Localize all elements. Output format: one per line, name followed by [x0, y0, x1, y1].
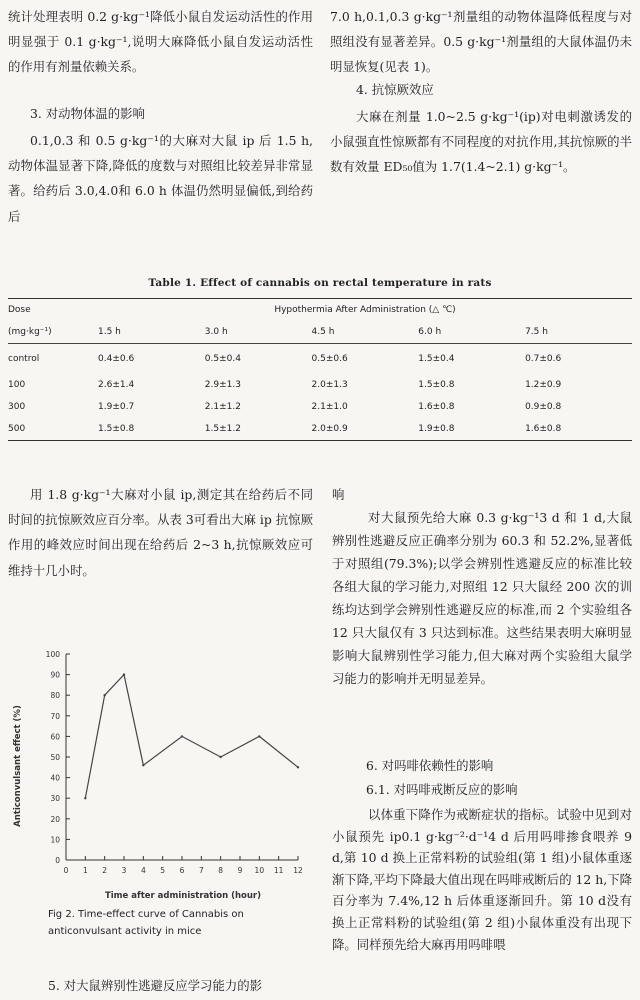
table-cell: 1.6±0.8 [418, 402, 455, 412]
table-cell: 0.4±0.6 [98, 354, 135, 364]
x-tick-label: 10 [254, 866, 265, 875]
y-tick-label: 30 [50, 794, 60, 804]
table-cell: 1.6±0.8 [525, 418, 632, 441]
y-tick-label: 90 [50, 670, 60, 680]
body-paragraph: 7.0 h,0.1,0.3 g·kg⁻¹剂量组的动物体温降低程度与对照组没有显著差异。0.5 g·kg⁻¹剂量组的大鼠体温仍未明显恢复(见表 1)。 [330, 9, 632, 75]
table-cell: 0.5±0.4 [204, 354, 241, 364]
table-cell: 2.6±1.4 [98, 380, 135, 390]
data-point [181, 735, 183, 737]
x-tick-label: 5 [160, 866, 166, 875]
data-point [219, 756, 221, 758]
time-header: 6.0 h [418, 321, 525, 344]
table-cell: 2.9±1.3 [204, 380, 241, 390]
body-text-continuation: 响 [332, 487, 345, 502]
line-chart [8, 640, 318, 902]
data-point [123, 673, 125, 675]
table-row [8, 418, 632, 441]
section-heading: 3. 对动物体温的影响 [30, 106, 145, 121]
x-tick-label: 3 [121, 866, 127, 875]
x-tick-label: 11 [273, 866, 284, 875]
x-tick-label: 0 [63, 866, 69, 875]
y-tick-label: 80 [50, 691, 60, 701]
table-cell: 1.5±1.2 [205, 418, 312, 441]
y-tick-label: 10 [50, 835, 60, 845]
data-point [258, 735, 260, 737]
section-heading: 4. 抗惊厥效应 [356, 82, 434, 97]
x-tick-label: 8 [218, 866, 224, 875]
series-line [85, 675, 298, 799]
x-tick-label: 7 [198, 866, 204, 875]
time-header: 7.5 h [525, 321, 632, 344]
table-cell: 0.9±0.8 [525, 402, 562, 412]
dose-header: Dose [8, 299, 98, 322]
data-point [103, 694, 105, 696]
x-tick-label: 2 [102, 866, 108, 875]
table-cell: 1.2±0.9 [525, 380, 562, 390]
x-axis-label: Time after administration (hour) [104, 891, 262, 901]
table-row [8, 396, 632, 418]
table-cell: 1.9±0.8 [418, 418, 525, 441]
body-paragraph: 大麻在剂量 1.0~2.5 g·kg⁻¹(ip)对电刺激诱发的小鼠强直性惊厥都有不同程度的对抗作用,其抗惊厥的半数有效量 ED₅₀值为 1.7(1.4~2.1) g·kg⁻¹。 [330, 109, 632, 175]
span-header: Hypothermia After Administration (△ ℃) [98, 299, 632, 322]
section-heading: 5. 对大鼠辨别性逃避反应学习能力的影 [48, 978, 263, 993]
table-cell: 1.5±0.8 [418, 380, 455, 390]
x-tick-label: 4 [140, 866, 146, 875]
table-cell: 0.5±0.6 [311, 354, 348, 364]
y-tick-label: 20 [50, 814, 60, 824]
table-title: Table 1. Effect of cannabis on rectal temperature in rats [148, 277, 492, 289]
dose-cell: 300 [8, 402, 26, 412]
table-cell: 1.5±0.4 [418, 354, 455, 364]
x-tick-label: 12 [293, 866, 303, 875]
time-header: 3.0 h [205, 321, 312, 344]
table-cell: 2.1±1.0 [311, 402, 348, 412]
table-cell: 2.0±1.3 [311, 380, 348, 390]
dose-cell: 100 [8, 380, 26, 390]
time-header: 1.5 h [98, 321, 205, 344]
body-paragraph: 0.1,0.3 和 0.5 g·kg⁻¹的大麻对大鼠 ip 后 1.5 h,动物体温显著下降,降低的度数与对照组比较差异非常显著。给药后 3.0,4.0和 6.0 h 体温仍然明显偏低,到给药后 [8, 133, 313, 224]
table-cell: 0.7±0.6 [525, 354, 562, 364]
time-header: 4.5 h [312, 321, 419, 344]
y-tick-label: 40 [50, 773, 60, 783]
y-tick-label: 100 [45, 650, 60, 659]
data-point [297, 766, 299, 768]
figure-caption: Fig 2. Time-effect curve of Cannabis on anticonvulsant activity in mice [48, 909, 244, 937]
section-heading: 6. 对吗啡依赖性的影响 [366, 758, 494, 773]
y-tick-label: 70 [50, 711, 60, 721]
y-tick-label: 50 [50, 753, 60, 762]
table-cell: 1.9±0.7 [98, 402, 135, 412]
y-axis-label: Anticonvulsant effect (%) [13, 705, 23, 827]
body-paragraph: 用 1.8 g·kg⁻¹大麻对小鼠 ip,测定其在给药后不同时间的抗惊厥效应百分率。从表 3可看出大麻 ip 抗惊厥作用的峰效应时间出现在给药后 2~3 h,抗惊厥效应可维持十几小时。 [8, 487, 313, 578]
dose-cell: 500 [8, 418, 98, 441]
body-paragraph: 以体重下降作为戒断症状的指标。试验中见到对小鼠预先 ip0.1 g·kg⁻²·d⁻¹4 d 后用吗啡掺食喂养 9 d,第 10 d 换上正常料粉的试验组(第 1 组)小鼠体重逐渐下降,平均下降最大值出现在吗啡戒断后的 12 h,下降百分率为 7.4%,12 h 后体重逐渐回升。第 10 d没有换上正常料粉的试验组(第 2 组)小鼠体重没有出现下降。同样预先给大麻再用吗啡喂 [332, 807, 632, 952]
y-tick-label: 60 [50, 732, 60, 742]
section-heading: 6.1. 对吗啡戒断反应的影响 [366, 782, 518, 797]
table-cell: 2.0±0.9 [312, 418, 419, 441]
data-table [8, 298, 632, 441]
table-row [8, 374, 632, 396]
table-cell: 1.5±0.8 [98, 418, 205, 441]
body-paragraph: 对大鼠预先给大麻 0.3 g·kg⁻¹3 d 和 1 d,大鼠辨别性逃避反应正确率分别为 60.3 和 52.2%,显著低于对照组(79.3%);以学会辨别性逃避反应的标准比较各组大鼠的学习能力,对照组 12 只大鼠经 200 次的训练均达到学会辨别性逃避反应的标准,而 2 个实验组各 12 只大鼠仅有 3 只达到标准。这些结果表明大麻明显影响大鼠辨别性学习能力,但大麻对两个实验组大鼠学习能力的影响并无明显差异。 [332, 510, 632, 686]
x-tick-label: 1 [82, 866, 88, 875]
data-point [84, 797, 86, 799]
body-paragraph: 统计处理表明 0.2 g·kg⁻¹降低小鼠自发运动活性的作用明显强于 0.1 g·kg⁻¹,说明大麻降低小鼠自发运动活性的作用有剂量依赖关系。 [8, 9, 313, 75]
data-point [142, 764, 144, 766]
x-tick-label: 9 [237, 866, 243, 875]
table-cell: 2.1±1.2 [204, 402, 241, 412]
y-tick-label: 0 [55, 856, 60, 865]
dose-unit-header: (mg·kg⁻¹) [8, 321, 98, 344]
x-tick-label: 6 [179, 866, 185, 875]
table-row [8, 344, 632, 375]
dose-cell: control [8, 354, 40, 364]
